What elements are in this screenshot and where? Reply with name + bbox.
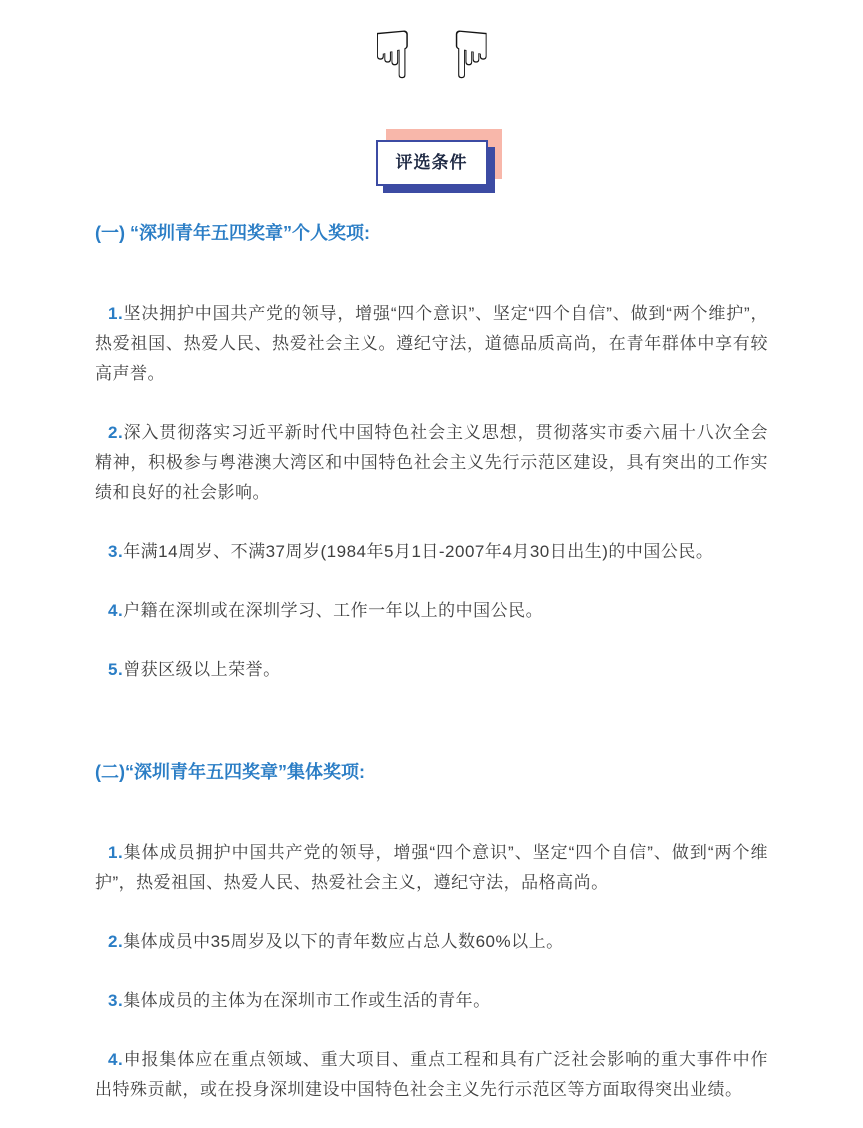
section-heading: (一) “深圳青年五四奖章”个人奖项: — [95, 223, 370, 243]
section-heading: (二)“深圳青年五四奖章”集体奖项: — [95, 762, 365, 782]
item-number: 1. — [108, 304, 124, 323]
criteria-item — [95, 1045, 768, 1105]
pointing-hands-row — [0, 18, 863, 94]
item-number: 3. — [108, 991, 124, 1010]
criteria-item — [95, 299, 768, 389]
criteria-item — [95, 655, 768, 685]
item-text: 曾获区级以上荣誉。 — [123, 660, 281, 679]
item-number: 4. — [108, 1050, 124, 1069]
criteria-item — [95, 927, 768, 957]
item-text: 年满14周岁、不满37周岁(1984年5月1日-2007年4月30日出生)的中国公民。 — [123, 542, 714, 561]
hand-pointing-down-icon: ☟ — [372, 17, 413, 94]
hand-pointing-down-icon: ☟ — [450, 17, 491, 94]
criteria-item — [95, 596, 768, 626]
criteria-item — [95, 418, 768, 508]
item-number: 1. — [108, 843, 124, 862]
section-title-badge — [376, 140, 488, 186]
badge-container — [0, 140, 863, 186]
item-text: 集体成员中35周岁及以下的青年数应占总人数60%以上。 — [123, 932, 564, 951]
item-text: 集体成员拥护中国共产党的领导，增强“四个意识”、坚定“四个自信”、做到“两个维护”，热爱祖国、热爱人民、热爱社会主义，遵纪守法，品格高尚。 — [95, 843, 768, 892]
item-text: 集体成员的主体为在深圳市工作或生活的青年。 — [123, 991, 491, 1010]
item-text: 深入贯彻落实习近平新时代中国特色社会主义思想，贯彻落实市委六届十八次全会精神，积极参与粤港澳大湾区和中国特色社会主义先行示范区建设，具有突出的工作实绩和良好的社会影响。 — [95, 423, 768, 502]
item-number: 3. — [108, 542, 124, 561]
item-text: 申报集体应在重点领域、重大项目、重点工程和具有广泛社会影响的重大事件中作出特殊贡献，或在投身深圳建设中国特色社会主义先行示范区等方面取得突出业绩。 — [95, 1050, 768, 1099]
item-number: 4. — [108, 601, 124, 620]
item-number: 5. — [108, 660, 124, 679]
criteria-item — [95, 838, 768, 898]
article-body — [95, 218, 768, 1105]
criteria-item — [95, 986, 768, 1016]
badge-label: 评选条件 — [395, 153, 468, 172]
item-text: 户籍在深圳或在深圳学习、工作一年以上的中国公民。 — [123, 601, 544, 620]
item-text: 坚决拥护中国共产党的领导，增强“四个意识”、坚定“四个自信”、做到“两个维护”，热爱祖国、热爱人民、热爱社会主义。遵纪守法，道德品质高尚，在青年群体中享有较高声誉。 — [95, 304, 768, 383]
criteria-item — [95, 537, 768, 567]
article-page — [0, 18, 863, 1105]
item-number: 2. — [108, 932, 124, 951]
item-number: 2. — [108, 423, 124, 442]
